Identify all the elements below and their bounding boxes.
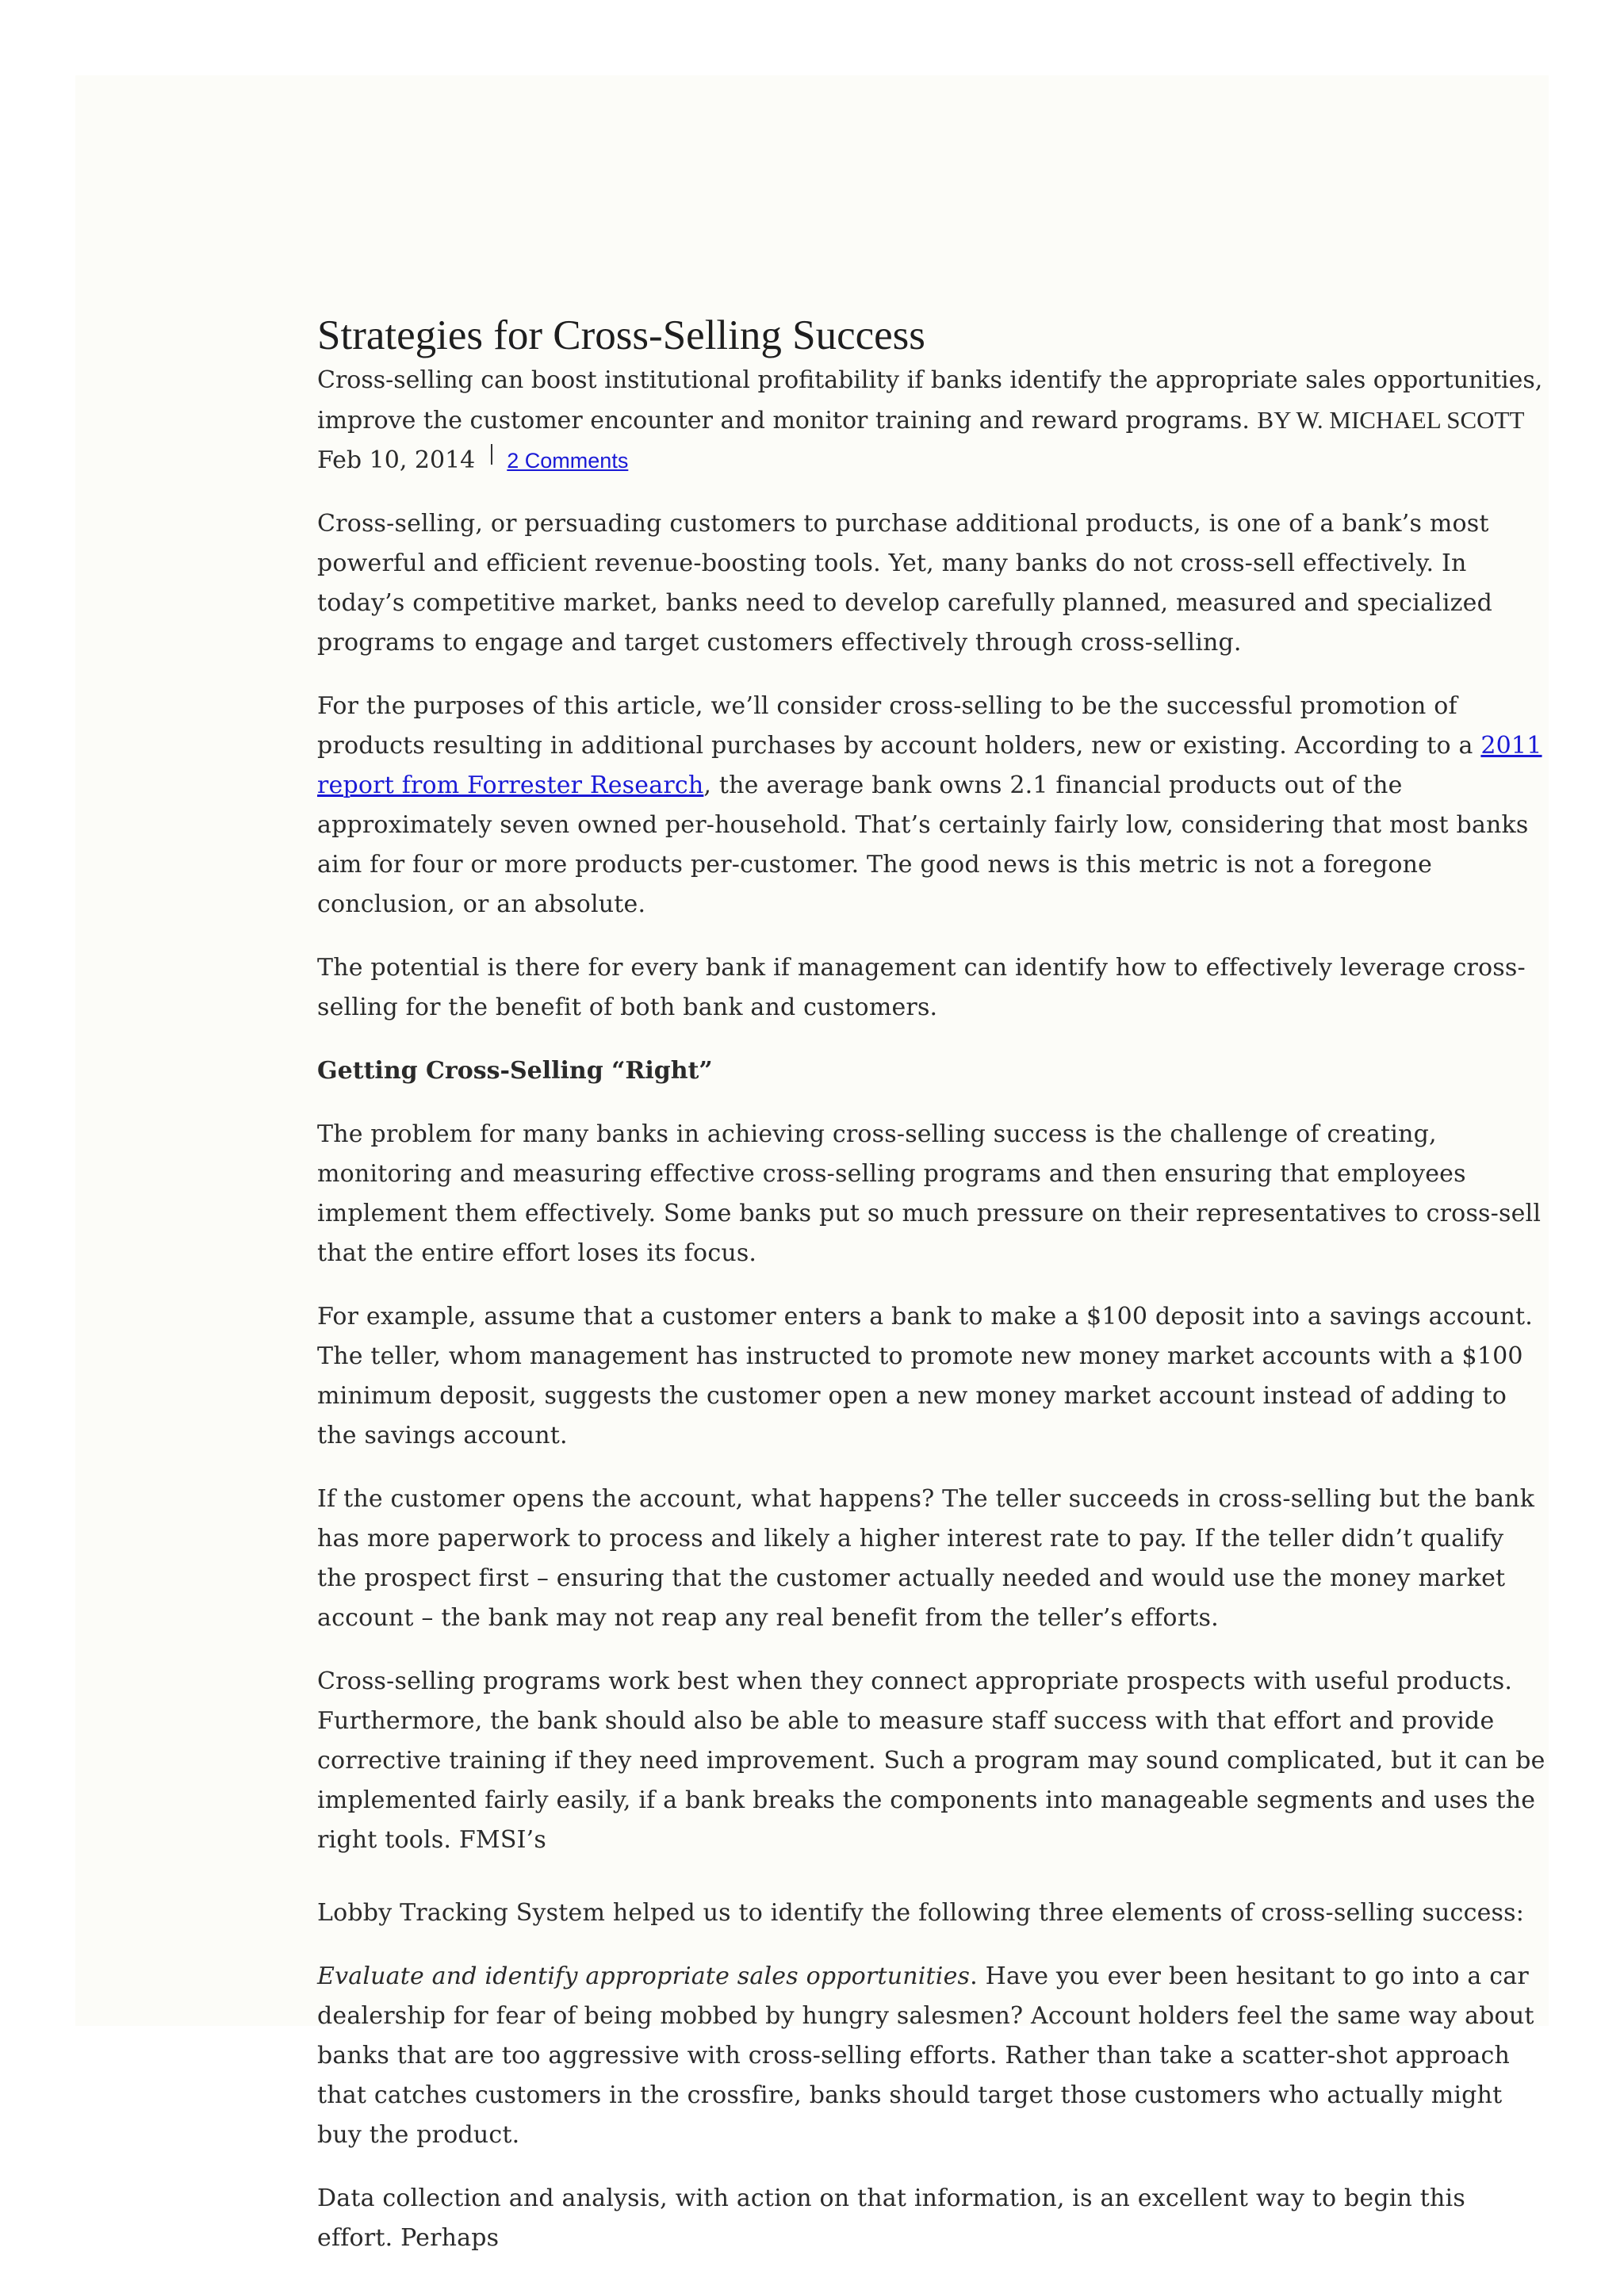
paragraph-9-text: . Have you ever been hesitant to go into a car dealership for fear of being mobbed by hungry salesmen? Account holders feel the same way about banks that are too aggressive with cross-selling efforts. Rather than take a scatter-shot approach that catches customers in the crossfire, banks should target those customers who actually might buy the product. xyxy=(317,1962,1534,2149)
paragraph-2-text-b: , the average bank owns 2.1 financial products out of the approximately seven owned per-household. That’s certainly fairly low, considering that most banks aim for four or more products per-customer. The good news is this metric is not a foregone conclusion, or an absolute. xyxy=(317,772,1529,918)
paragraph-2-text-a: For the purposes of this article, we’ll consider cross-selling to be the successful promotion of products resulting in additional purchases by account holders, new or existing. According to a xyxy=(317,692,1481,760)
forrester-report-link[interactable]: 2011 report from Forrester Research xyxy=(317,732,1542,799)
paragraph-3: The potential is there for every bank if management can identify how to effectively leverage cross-selling for the benefit of both bank and customers. xyxy=(317,954,1526,1021)
paragraph-6: If the customer opens the account, what happens? The teller succeeds in cross-selling but the bank has more paperwork to process and likely a higher interest rate to pay. If the teller didn’t qualify the prospect first – ensuring that the customer actually needed and would use the money market account – the bank may not reap any real benefit from the teller’s efforts. xyxy=(317,1485,1535,1632)
paragraph-5: For example, assume that a customer enters a bank to make a $100 deposit into a savings account. The teller, whom management has instructed to promote new money market accounts with a $100 minimum deposit, suggests the customer open a new money market account instead of adding to the savings account. xyxy=(317,1303,1533,1449)
paragraph-1: Cross-selling, or persuading customers to purchase additional products, is one of a bank’s most powerful and efficient revenue-boosting tools. Yet, many banks do not cross-sell effectively. In today’s competitive market, banks need to develop carefully planned, measured and specialized programs to engage and target customers effectively through cross-selling. xyxy=(317,510,1492,657)
publish-date: Feb 10, 2014 xyxy=(317,446,476,474)
section-heading: Getting Cross-Selling “Right” xyxy=(317,1057,713,1085)
paragraph-8: Lobby Tracking System helped us to identify the following three elements of cross-selling success: xyxy=(317,1899,1525,1927)
paragraph-4: The problem for many banks in achieving cross-selling success is the challenge of creating, monitoring and measuring effective cross-selling programs and then ensuring that employees implement them effectively. Some banks put so much pressure on their representatives to cross-sell that the entire effort loses its focus. xyxy=(317,1120,1542,1267)
article xyxy=(317,310,1546,2282)
byline: BY W. MICHAEL SCOTT xyxy=(1257,406,1525,434)
paragraph-10: Data collection and analysis, with action on that information, is an excellent way to begin this effort. Perhaps xyxy=(317,2184,1465,2252)
paragraph-9 xyxy=(317,1957,1546,2155)
article-deck xyxy=(317,361,1546,441)
meta-separator xyxy=(491,444,492,465)
paragraph-7: Cross-selling programs work best when they connect appropriate prospects with useful products. Furthermore, the bank should also be able to measure staff success with that effort and provide corrective training if they need improvement. Such a program may sound complicated, but it can be implemented fairly easily, if a bank breaks the components into manageable segments and uses the right tools. FMSI’s xyxy=(317,1667,1545,1854)
article-title: Strategies for Cross-Selling Success xyxy=(317,312,925,358)
paragraph-9-emphasis: Evaluate and identify appropriate sales opportunities xyxy=(317,1962,971,1990)
article-meta xyxy=(317,441,1546,481)
comments-link[interactable]: 2 Comments xyxy=(507,449,629,473)
deck-text: Cross-selling can boost institutional profitability if banks identify the appropriate sales opportunities, improve the customer encounter and monitor training and reward programs. xyxy=(317,366,1543,435)
paragraph-2 xyxy=(317,687,1546,925)
page-sheet xyxy=(75,75,1549,2252)
